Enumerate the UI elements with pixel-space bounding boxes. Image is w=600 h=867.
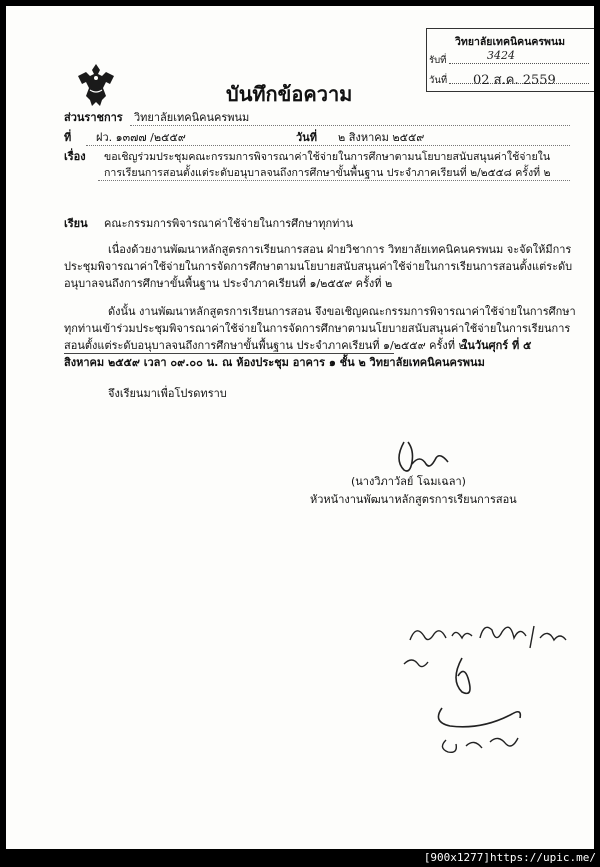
stamp-org: วิทยาลัยเทคนิคนครพนม (455, 36, 566, 48)
to-label: เรียน (64, 217, 88, 230)
subject-line-1: ขอเชิญร่วมประชุมคณะกรรมการพิจารณาค่าใช้จ่ายในการศึกษาตามนโยบายสนับสนุนค่าใช้จ่ายใน (104, 151, 551, 163)
signer-position: หัวหน้างานพัฒนาหลักสูตรการเรียนการสอน (310, 493, 517, 506)
agency-dotted-line (130, 125, 570, 126)
subject-label: เรื่อง (64, 150, 86, 163)
para2-line: ดังนั้น งานพัฒนาหลักสูตรการเรียนการสอน จึงขอเชิญคณะกรรมการพิจารณาค่าใช้จ่ายในการศึกษา (108, 305, 576, 318)
subject-dotted-line (98, 180, 570, 181)
para2-meeting-day: ในวันศุกร์ ที่ ๕ (462, 339, 532, 352)
garuda-emblem-icon (76, 62, 116, 108)
ref-label: ที่ (64, 131, 72, 144)
signer-name: (นางวิภาวัลย์ โฉมเฉลา) (351, 475, 466, 488)
date-value: ๒ สิงหาคม ๒๕๕๙ (338, 131, 425, 144)
para1-line: อนุบาลจนถึงการศึกษาขั้นพื้นฐาน ประจำภาคเรียนที่ ๑/๒๕๕๙ ครั้งที่ ๒ (64, 277, 393, 290)
image-source-caption: [900x1277]https://upic.me/ (423, 851, 596, 864)
ref-value: ฝว. ๑๓๗๗ /๒๕๕๙ (96, 131, 186, 144)
para2-line: สิงหาคม ๒๕๕๙ เวลา ๐๙.๐๐ น. ณ ห้องประชุม อาคาร ๑ ชั้น ๒ วิทยาลัยเทคนิคนครพนม (64, 356, 485, 369)
agency-label: ส่วนราชการ (64, 111, 123, 124)
stamp-line (449, 63, 589, 64)
stamp-received-no-label: รับที่ (429, 55, 447, 66)
closing-text: จึงเรียนมาเพื่อโปรดทราบ (108, 387, 227, 400)
received-stamp (426, 28, 594, 92)
para2-line: ทุกท่านเข้าร่วมประชุมพิจารณาค่าใช้จ่ายในการจัดการศึกษาตามนโยบายสนับสนุนค่าใช้จ่ายในการเรียนการ (64, 322, 571, 335)
handwritten-notes (402, 618, 582, 768)
para2-line: สอนตั้งแต่ระดับอนุบาลจนถึงการศึกษาขั้นพื้นฐาน ประจำภาคเรียนที่ ๑/๒๕๕๙ ครั้งที่ ๒ (64, 339, 466, 352)
agency-value: วิทยาลัยเทคนิคนครพนม (134, 111, 250, 124)
underline-mark (64, 353, 394, 354)
stamp-date: 02 ส.ค. 2559 (473, 73, 556, 88)
date-label: วันที่ (296, 131, 317, 144)
signature-mark (390, 434, 460, 478)
memo-title: บันทึกข้อความ (226, 82, 353, 106)
subject-line-2: การเรียนการสอนตั้งแต่ระดับอนุบาลจนถึงการศึกษาขั้นพื้นฐาน ประจำภาคเรียนที่ ๒/๒๕๕๘ ครั้งที่ ๒ (104, 167, 551, 179)
to-value: คณะกรรมการพิจารณาค่าใช้จ่ายในการศึกษาทุกท่าน (104, 217, 354, 230)
para1-line: เนื่องด้วยงานพัฒนาหลักสูตรการเรียนการสอน ฝ่ายวิชาการ วิทยาลัยเทคนิคนครพนม จะจัดให้มีการ (108, 243, 572, 256)
para1-line: ประชุมพิจารณาค่าใช้จ่ายในการจัดการศึกษาตามนโยบายสนับสนุนค่าใช้จ่ายในการเรียนการสอนตั้งแต่ระดับ (64, 260, 573, 273)
ref-dotted-line (86, 145, 570, 146)
stamp-date-label: วันที่ (429, 75, 448, 86)
stamp-received-no: 3424 (487, 49, 515, 62)
memo-paper (6, 6, 594, 849)
